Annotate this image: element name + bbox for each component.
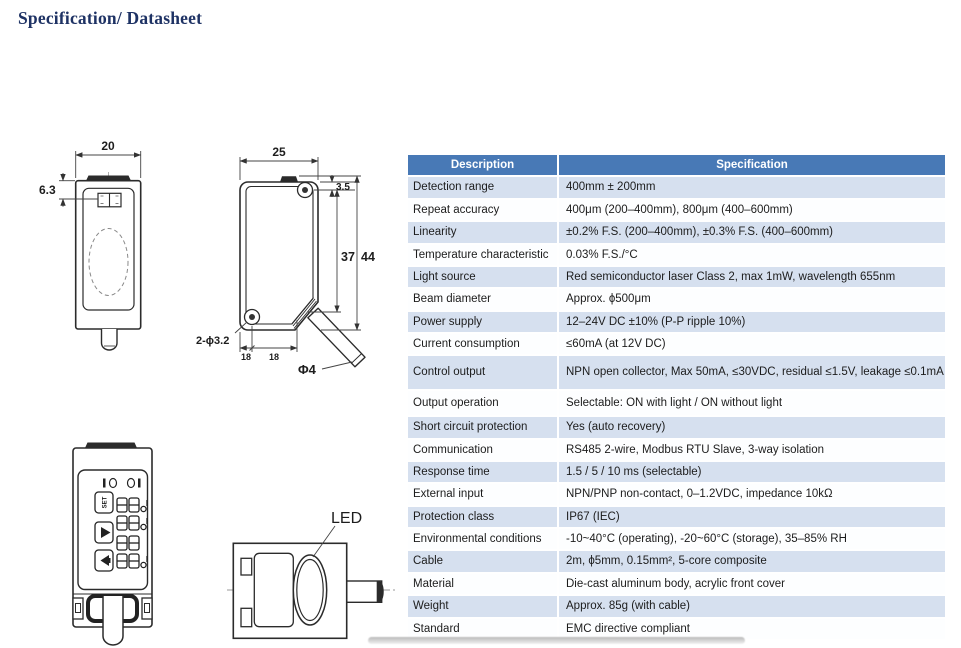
spec-desc-cell: Protection class <box>408 506 558 528</box>
spec-value-cell: ±0.2% F.S. (200–400mm), ±0.3% F.S. (400–600mm) <box>558 221 945 243</box>
spec-desc-cell: Standard <box>408 618 558 640</box>
leader-line <box>322 362 352 369</box>
spec-value-cell: IP67 (IEC) <box>558 506 945 528</box>
connector-flange-right <box>142 598 152 619</box>
body-outline <box>240 182 318 330</box>
spec-row <box>408 595 945 617</box>
spec-desc-cell: Power supply <box>408 311 558 333</box>
table-header-row <box>408 155 945 176</box>
mount-hole-bottom-center <box>249 314 255 320</box>
spec-row <box>408 311 945 333</box>
spec-desc-cell: Control output <box>408 355 558 389</box>
spec-row <box>408 439 945 461</box>
spec-row <box>408 355 945 389</box>
spec-row <box>408 221 945 243</box>
spec-row <box>408 528 945 550</box>
header-description: Description <box>408 155 558 176</box>
spec-row <box>408 244 945 266</box>
spec-row <box>408 506 945 528</box>
page-title: Specification/ Datasheet <box>18 8 203 28</box>
spec-desc-cell: Short circuit protection <box>408 416 558 438</box>
spec-desc-cell: External input <box>408 483 558 505</box>
top-cap <box>280 176 298 182</box>
dim-width-label: 20 <box>101 139 115 153</box>
spec-value-cell: 1.5 / 5 / 10 ms (selectable) <box>558 461 945 483</box>
spec-desc-cell: Current consumption <box>408 333 558 355</box>
spec-value-cell: Yes (auto recovery) <box>558 416 945 438</box>
spec-value-cell: -10~40°C (operating), -20~60°C (storage), 35–85% RH <box>558 528 945 550</box>
spec-value-cell: 2m, ϕ5mm, 0.15mm², 5-core composite <box>558 550 945 572</box>
connector-flange-left <box>73 598 83 619</box>
spec-row <box>408 333 945 355</box>
dim-lens-offset-label: 6.3 <box>39 183 56 197</box>
spec-desc-cell: Repeat accuracy <box>408 199 558 221</box>
spec-value-cell: RS485 2-wire, Modbus RTU Slave, 3-way isolation <box>558 439 945 461</box>
spec-value-cell: 400mm ± 200mm <box>558 176 945 198</box>
spec-row <box>408 416 945 438</box>
spec-row <box>408 390 945 416</box>
spec-value-cell: NPN open collector, Max 50mA, ≤30VDC, residual ≤1.5V, leakage ≤0.1mA <box>558 355 945 389</box>
cable <box>347 581 382 602</box>
bottom-dim-left-label: 18 <box>241 352 252 362</box>
spec-desc-cell: Communication <box>408 439 558 461</box>
cable-stub <box>103 596 123 645</box>
header-specification: Specification <box>558 155 945 176</box>
spec-value-cell: Approx. 85g (with cable) <box>558 595 945 617</box>
spec-desc-cell: Weight <box>408 595 558 617</box>
spec-row <box>408 176 945 198</box>
spec-value-cell: NPN/PNP non-contact, 0–1.2VDC, impedance 10kΩ <box>558 483 945 505</box>
spec-row <box>408 573 945 595</box>
spec-value-cell: 0.03% F.S./°C <box>558 244 945 266</box>
spec-value-cell: Red semiconductor laser Class 2, max 1mW, wavelength 655nm <box>558 266 945 288</box>
spec-value-cell: EMC directive compliant <box>558 618 945 640</box>
spec-value-cell: Selectable: ON with light / ON without light <box>558 390 945 416</box>
top-cap <box>85 443 137 449</box>
bottom-dim-right-label: 18 <box>269 352 280 362</box>
sensor-display-view-drawing <box>55 430 195 648</box>
page-shadow-divider <box>368 637 745 644</box>
sensor-side-view-drawing <box>195 130 415 380</box>
dim-width-label: 25 <box>272 145 286 159</box>
cable-end-cap <box>377 581 384 602</box>
dim-hole-offset-label: 3.5 <box>336 182 350 193</box>
body-outline <box>233 543 346 638</box>
spec-desc-cell: Response time <box>408 461 558 483</box>
spec-value-cell: Approx. ϕ500μm <box>558 288 945 310</box>
led-lens-outer <box>293 555 326 625</box>
cable-stub <box>102 329 118 350</box>
spec-value-cell: 400μm (200–400mm), 800μm (400–600mm) <box>558 199 945 221</box>
left-arrow-tail <box>107 558 111 563</box>
spec-value-cell: Die-cast aluminum body, acrylic front cover <box>558 573 945 595</box>
spec-desc-cell: Linearity <box>408 221 558 243</box>
spec-desc-cell: Cable <box>408 550 558 572</box>
spec-row <box>408 266 945 288</box>
set-button-text: SET <box>102 496 109 509</box>
spec-row <box>408 199 945 221</box>
cable-dia-label: Φ4 <box>298 362 316 377</box>
spec-desc-cell: Detection range <box>408 176 558 198</box>
spec-row <box>408 288 945 310</box>
spec-desc-cell: Beam diameter <box>408 288 558 310</box>
spec-desc-cell: Output operation <box>408 390 558 416</box>
spec-value-cell: ≤60mA (at 12V DC) <box>558 333 945 355</box>
spec-row <box>408 550 945 572</box>
spec-value-cell: 12–24V DC ±10% (P-P ripple 10%) <box>558 311 945 333</box>
spec-row <box>408 461 945 483</box>
specification-table <box>408 155 945 641</box>
mount-hole-top-center <box>302 187 308 193</box>
spec-desc-cell: Environmental conditions <box>408 528 558 550</box>
spec-desc-cell: Material <box>408 573 558 595</box>
led-label: LED <box>331 510 363 527</box>
dim-height-label: 44 <box>361 250 375 264</box>
mount-holes-label: 2-ϕ3.2 <box>196 335 230 347</box>
sensor-front-view-drawing <box>30 128 210 363</box>
dim-inner-height-label: 37 <box>341 250 355 264</box>
spec-desc-cell: Temperature characteristic <box>408 244 558 266</box>
sensor-top-view-drawing <box>225 495 415 648</box>
spec-row <box>408 483 945 505</box>
spec-desc-cell: Light source <box>408 266 558 288</box>
